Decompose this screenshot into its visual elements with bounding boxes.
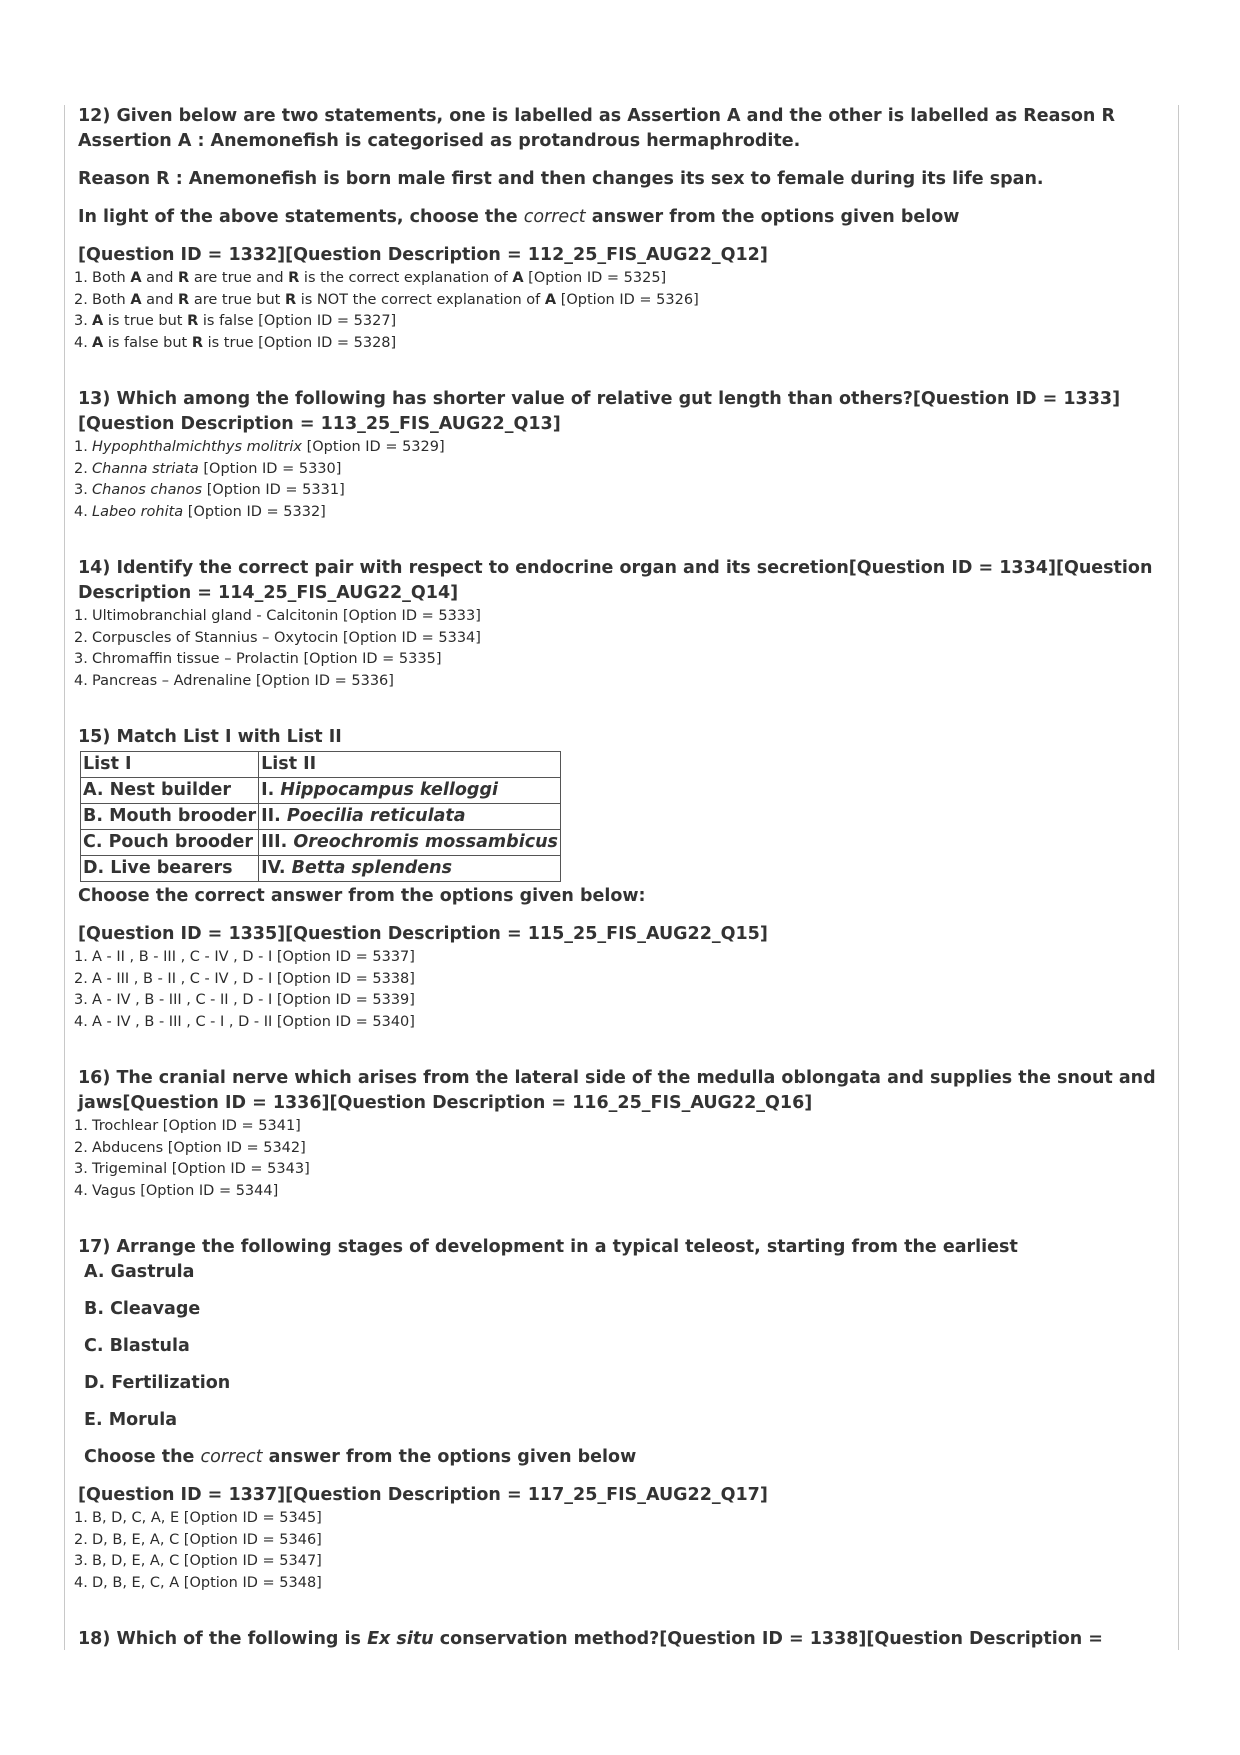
option-number: 1. [74, 1510, 88, 1526]
option-emphasis: A [130, 270, 142, 286]
option-number: 4. [74, 1574, 88, 1591]
option-item [74, 1181, 1168, 1203]
option-text: are true but [189, 291, 285, 308]
instruction-text: Choose the [84, 1447, 201, 1467]
question-12-meta: [Question ID = 1332][Question Description = 112_25_FIS_AUG22_Q12] [78, 245, 768, 265]
match-table-row [81, 856, 561, 882]
question-13-title: 13) Which among the following has shorter value of relative gut length than others?[Question ID = 1333][Question Description = 113_25_FIS_AUG22_Q13] [78, 389, 1121, 434]
question-17-title: 17) Arrange the following stages of development in a typical teleost, starting from the earliest [78, 1237, 1018, 1257]
option-text: Both [92, 291, 131, 308]
option-item [74, 459, 1168, 481]
option-emphasis: A [92, 334, 104, 351]
option-item [74, 606, 1168, 628]
species-name: Betta splendens [291, 858, 453, 878]
option-text: [Option ID = 5332] [183, 503, 326, 520]
match-table-cell-right [259, 856, 561, 882]
option-emphasis: R [187, 313, 199, 329]
option-emphasis: A [92, 313, 104, 329]
option-number: 3. [74, 313, 88, 329]
stage-item: B. Cleavage [84, 1299, 201, 1319]
option-species-name: Channa striata [92, 460, 199, 477]
option-number: 3. [74, 482, 88, 498]
option-text: Trochlear [Option ID = 5341] [92, 1118, 301, 1134]
option-item [74, 628, 1168, 650]
option-text: D, B, E, C, A [Option ID = 5348] [92, 1574, 322, 1591]
option-text: D, B, E, A, C [Option ID = 5346] [92, 1531, 322, 1548]
option-text: is true but [103, 313, 188, 329]
option-item [74, 1551, 1168, 1573]
question-14 [74, 556, 1168, 692]
option-text: and [141, 291, 179, 308]
option-text: Abducens [Option ID = 5342] [92, 1139, 306, 1156]
match-table-cell-right [259, 830, 561, 856]
question-15-title: 15) Match List I with List II [78, 727, 342, 747]
option-item [74, 671, 1168, 693]
question-12-instruction [78, 205, 1168, 230]
question-13 [74, 387, 1168, 523]
question-12-assertion: Assertion A : Anemonefish is categorised as protandrous hermaphrodite. [78, 131, 801, 151]
option-number: 3. [74, 1553, 88, 1569]
match-table-cell-left: D. Live bearers [81, 856, 259, 882]
instruction-emphasis: correct [200, 1447, 263, 1467]
option-number: 1. [74, 608, 88, 624]
question-14-title: 14) Identify the correct pair with respect to endocrine organ and its secretion[Question ID = 1334][Question Description = 114_25_FIS_AUG22_Q14] [78, 558, 1153, 603]
title-text: conservation method?[Question ID = 1338][Question Description = [433, 1629, 1103, 1649]
option-number: 4. [74, 334, 88, 351]
option-text: is true [Option ID = 5328] [203, 334, 397, 351]
option-text: Trigeminal [Option ID = 5343] [92, 1161, 310, 1177]
option-number: 4. [74, 503, 88, 520]
roman-numeral: III. [261, 832, 294, 852]
match-table-row [81, 830, 561, 856]
option-text: Both [92, 270, 131, 286]
option-text: B, D, E, A, C [Option ID = 5347] [92, 1553, 322, 1569]
option-text: is false but [103, 334, 192, 351]
question-18 [78, 1627, 1168, 1652]
option-number: 2. [74, 291, 88, 308]
match-list-table [80, 751, 561, 882]
stage-item: A. Gastrula [84, 1262, 195, 1282]
question-16-options [74, 1116, 1168, 1202]
question-14-options [74, 606, 1168, 692]
question-paper-content [74, 104, 1168, 1682]
option-item [74, 1116, 1168, 1138]
option-species-name: Chanos chanos [92, 482, 203, 498]
option-number: 1. [74, 270, 88, 286]
option-text: Pancreas – Adrenaline [Option ID = 5336] [92, 672, 394, 689]
question-17-options [74, 1508, 1168, 1594]
question-15 [74, 725, 1168, 1033]
option-text: is false [Option ID = 5327] [198, 313, 397, 329]
title-text: 18) Which of the following is [78, 1629, 368, 1649]
question-18-title [78, 1627, 1168, 1652]
match-table-row [81, 778, 561, 804]
option-item [74, 1012, 1168, 1034]
option-number: 1. [74, 439, 88, 455]
option-item [74, 290, 1168, 312]
option-text: is the correct explanation of [299, 270, 513, 286]
match-table-header-list-1: List I [81, 752, 259, 778]
option-number: 2. [74, 460, 88, 477]
option-number: 1. [74, 949, 88, 965]
option-species-name: Labeo rohita [92, 503, 184, 520]
option-number: 3. [74, 992, 88, 1008]
match-table-cell-right [259, 804, 561, 830]
roman-numeral: II. [261, 806, 287, 826]
option-text: A - III , B - II , C - IV , D - I [Option ID = 5338] [92, 970, 415, 987]
option-text: [Option ID = 5331] [202, 482, 345, 498]
option-text: [Option ID = 5325] [523, 270, 667, 286]
stage-item: D. Fertilization [84, 1373, 231, 1393]
instruction-text: answer from the options given below [585, 207, 960, 227]
option-emphasis: R [284, 291, 297, 308]
option-emphasis: R [178, 270, 190, 286]
option-number: 2. [74, 1139, 88, 1156]
stage-item: C. Blastula [84, 1336, 190, 1356]
page-frame-right-border [1178, 105, 1179, 1650]
question-12-title: 12) Given below are two statements, one is labelled as Assertion A and the other is labelled as Reason R [78, 106, 1115, 126]
option-text: A - IV , B - III , C - I , D - II [Option ID = 5340] [92, 1013, 415, 1030]
roman-numeral: I. [261, 780, 281, 800]
option-species-name: Hypophthalmichthys molitrix [92, 439, 302, 455]
option-number: 2. [74, 629, 88, 646]
option-item [74, 268, 1168, 290]
species-name: Poecilia reticulata [286, 806, 466, 826]
option-item [74, 1508, 1168, 1530]
option-number: 4. [74, 672, 88, 689]
match-table-header-row [81, 752, 561, 778]
option-text: and [141, 270, 179, 286]
option-item [74, 1530, 1168, 1552]
option-number: 2. [74, 1531, 88, 1548]
option-text: [Option ID = 5326] [556, 291, 699, 308]
question-13-options [74, 437, 1168, 523]
option-text: Chromaffin tissue – Prolactin [Option ID = 5335] [92, 651, 442, 667]
stage-item: E. Morula [84, 1410, 178, 1430]
option-text: are true and [189, 270, 289, 286]
question-12-reason: Reason R : Anemonefish is born male first and then changes its sex to female during its life span. [78, 169, 1044, 189]
option-number: 4. [74, 1013, 88, 1030]
match-table-cell-left: C. Pouch brooder [81, 830, 259, 856]
instruction-emphasis: correct [523, 207, 586, 227]
question-17-meta: [Question ID = 1337][Question Description = 117_25_FIS_AUG22_Q17] [78, 1485, 768, 1505]
option-emphasis: R [288, 270, 300, 286]
option-text: [Option ID = 5329] [302, 439, 445, 455]
match-table-row [81, 804, 561, 830]
question-15-options [74, 947, 1168, 1033]
option-item [74, 1159, 1168, 1181]
option-emphasis: A [544, 291, 557, 308]
option-item [74, 480, 1168, 502]
question-15-meta: [Question ID = 1335][Question Description = 115_25_FIS_AUG22_Q15] [78, 924, 768, 944]
option-emphasis: A [130, 291, 142, 308]
option-text: A - II , B - III , C - IV , D - I [Option ID = 5337] [92, 949, 415, 965]
question-15-instruction: Choose the correct answer from the options given below: [78, 886, 646, 906]
option-emphasis: R [178, 291, 190, 308]
option-text: [Option ID = 5330] [198, 460, 342, 477]
option-item [74, 969, 1168, 991]
option-item [74, 437, 1168, 459]
question-12 [74, 104, 1168, 354]
option-emphasis: A [512, 270, 524, 286]
option-number: 1. [74, 1118, 88, 1134]
match-table-cell-right [259, 778, 561, 804]
option-text: Vagus [Option ID = 5344] [92, 1182, 279, 1199]
question-16 [74, 1066, 1168, 1202]
question-12-options [74, 268, 1168, 354]
option-number: 4. [74, 1182, 88, 1199]
question-17 [74, 1235, 1168, 1594]
option-number: 2. [74, 970, 88, 987]
option-item [74, 649, 1168, 671]
option-item [74, 311, 1168, 333]
roman-numeral: IV. [261, 858, 292, 878]
match-table-cell-left: B. Mouth brooder [81, 804, 259, 830]
option-item [74, 947, 1168, 969]
option-number: 3. [74, 651, 88, 667]
option-number: 3. [74, 1161, 88, 1177]
option-text: B, D, C, A, E [Option ID = 5345] [92, 1510, 322, 1526]
question-17-instruction [84, 1445, 1168, 1470]
option-text: Ultimobranchial gland - Calcitonin [Option ID = 5333] [92, 608, 481, 624]
instruction-text: In light of the above statements, choose the [78, 207, 524, 227]
option-item [74, 1573, 1168, 1595]
option-text: is NOT the correct explanation of [296, 291, 545, 308]
option-item [74, 990, 1168, 1012]
species-name: Hippocampus kelloggi [280, 780, 498, 800]
option-emphasis: R [191, 334, 203, 351]
page-frame-left-border [64, 105, 65, 1650]
match-table-header-list-2: List II [259, 752, 561, 778]
option-item [74, 333, 1168, 355]
title-emphasis: Ex situ [367, 1629, 434, 1649]
match-table-cell-left: A. Nest builder [81, 778, 259, 804]
species-name: Oreochromis mossambicus [293, 832, 558, 852]
option-item [74, 1138, 1168, 1160]
question-16-title: 16) The cranial nerve which arises from the lateral side of the medulla oblongata and supplies the snout and jaws[Question ID = 1336][Question Description = 116_25_FIS_AUG22_Q16] [78, 1068, 1156, 1113]
option-text: A - IV , B - III , C - II , D - I [Option ID = 5339] [92, 992, 415, 1008]
instruction-text: answer from the options given below [262, 1447, 637, 1467]
option-item [74, 502, 1168, 524]
option-text: Corpuscles of Stannius – Oxytocin [Option ID = 5334] [92, 629, 481, 646]
